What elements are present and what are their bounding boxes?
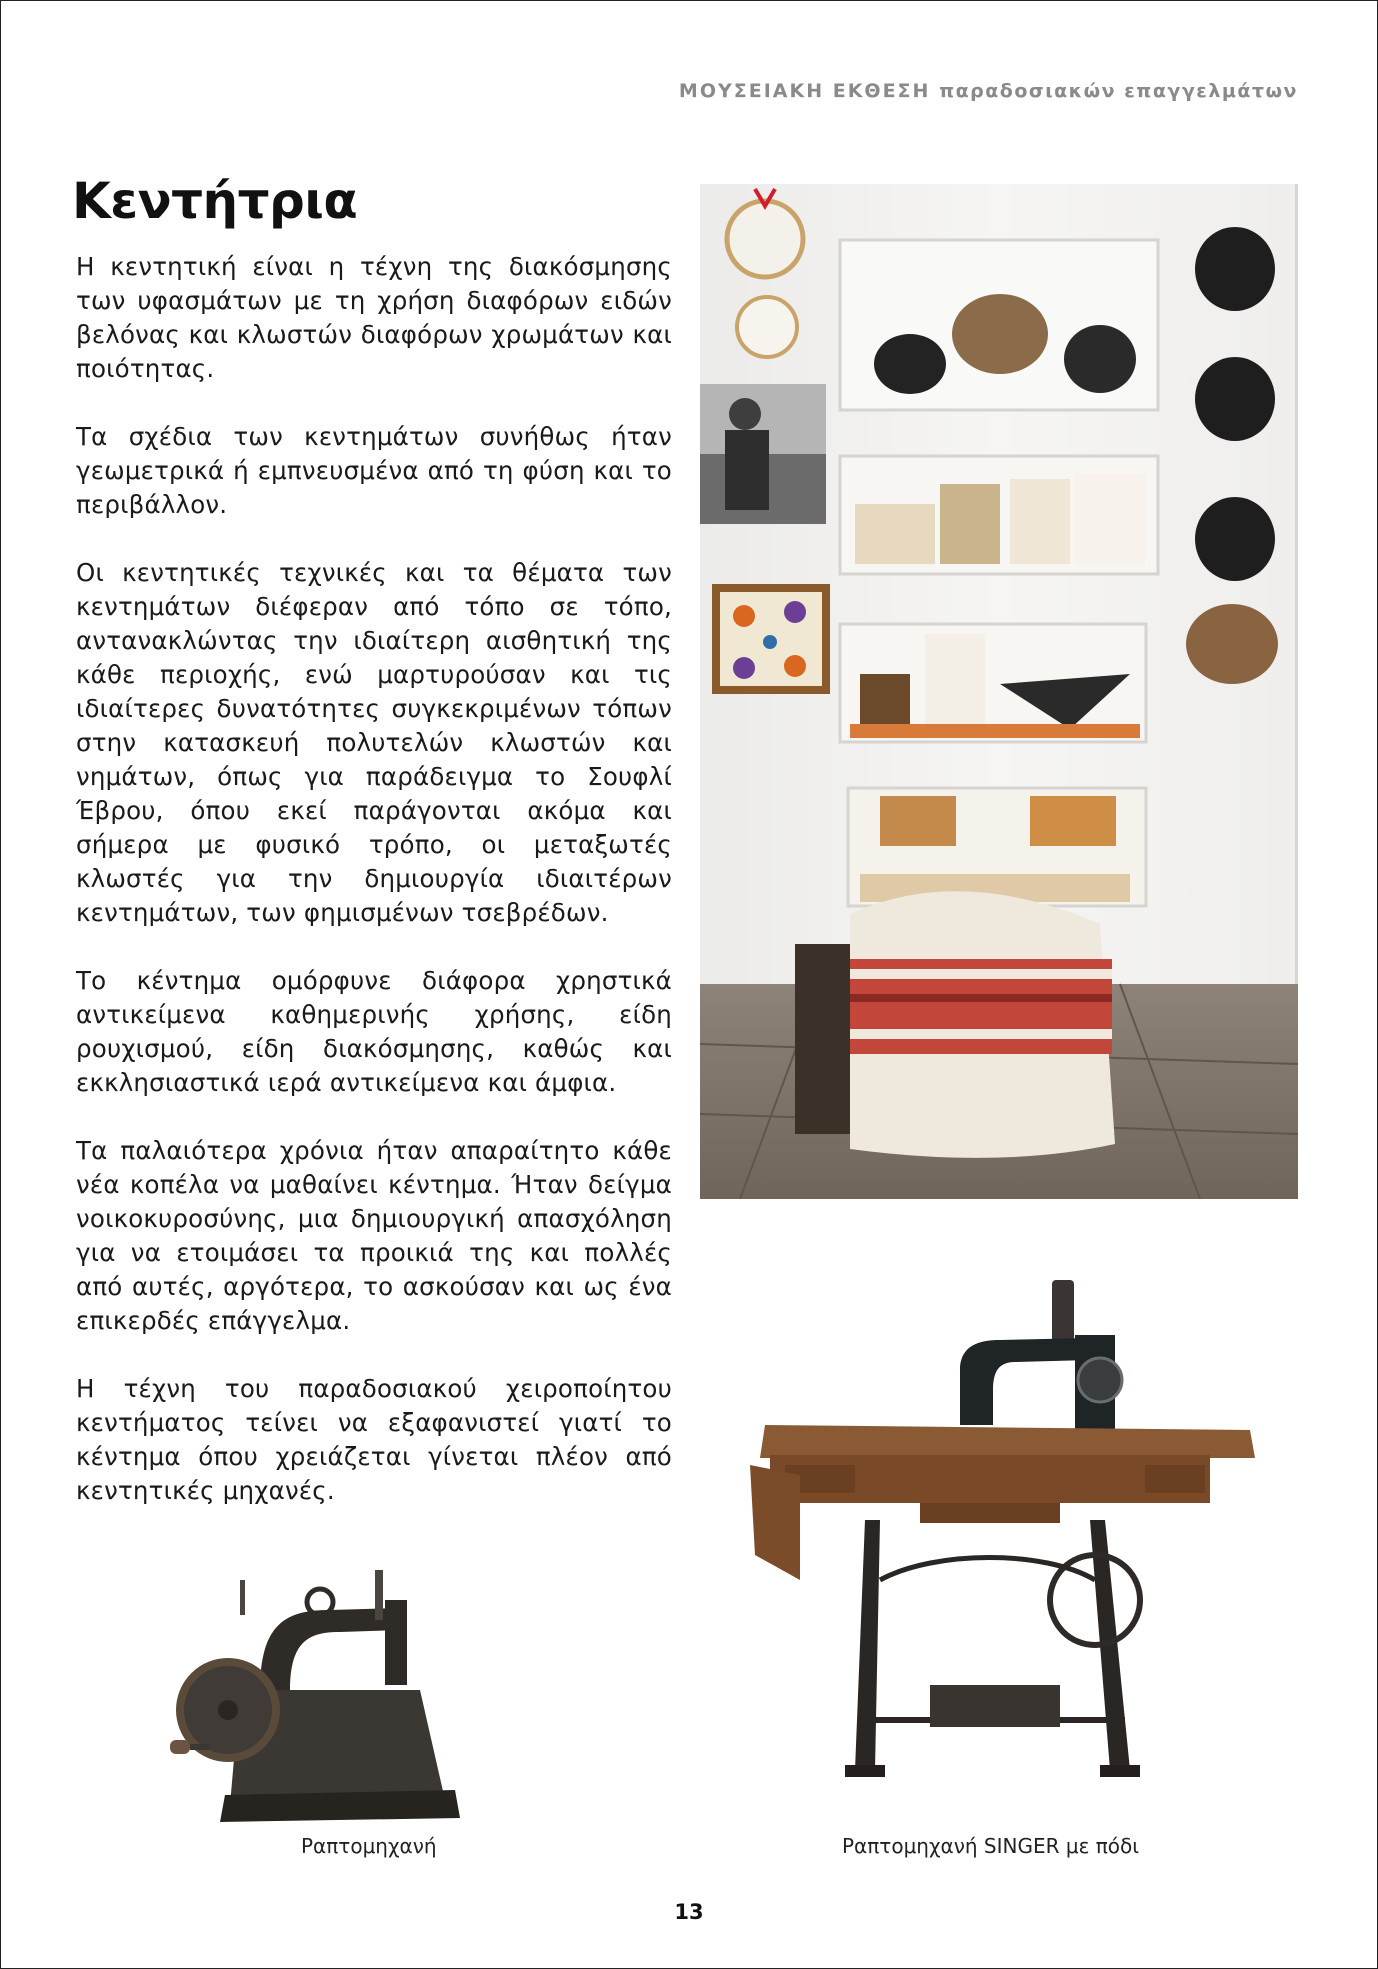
paragraph-4: Το κέντημα ομόρφυνε διάφορα χρηστικά αντικείμενα καθημερινής χρήσης, είδη ρουχισμού, είδη διακόσμησης, καθώς και εκκλησιαστικά ιερά αντικείμενα και άμφια. [76,966,672,1097]
running-header [679,80,1298,102]
header-upper: ΜΟΥΣΕΙΑΚΗ ΕΚΘΕΣΗ [678,80,931,102]
header-lower: παραδοσιακών επαγγελμάτων [939,80,1298,102]
singer-machine-image [745,1280,1265,1800]
page-title: Κεντήτρια [72,172,358,230]
page-number: 13 [674,1900,704,1924]
paragraph-2: Τα σχέδια των κεντημάτων συνήθως ήταν γεωμετρικά ή εμπνευσμένα από τη φύση και το περιβάλλον. [76,422,672,519]
exhibit-photo [700,184,1298,1199]
paragraph-3: Οι κεντητικές τεχνικές και τα θέματα των κεντημάτων διέφεραν από τόπο σε τόπο, αντανακλώντας την ιδιαίτερη αισθητική της κάθε περιοχής, ενώ μαρτυρούσαν και τις ιδιαίτερες δυνατότητες συγκεκριμένων τόπων στην κατασκευή πολυτελών κλωστών και νημάτων, όπως για παράδειγμα το Σουφλί Έβρου, όπου εκεί παράγονται ακόμα και σήμερα με φυσικό τρόπο, οι μεταξωτές κλωστές για την δημιουργία ιδιαιτέρων κεντημάτων, των φημισμένων τσεβρέδων. [76,558,672,927]
body-text [76,250,672,1542]
sewing-machine-image [170,1560,540,1830]
caption-sewing-machine: Ραπτομηχανή [301,1834,437,1858]
paragraph-1: Η κεντητική είναι η τέχνη της διακόσμησης των υφασμάτων με τη χρήση διαφόρων ειδών βελόνας και κλωστών διαφόρων χρωμάτων και ποιότητας. [76,252,672,383]
paragraph-6: Η τέχνη του παραδοσιακού χειροποίητου κεντήματος τείνει να εξαφανιστεί γιατί το κέντημα όπου χρειάζεται γίνεται πλέον από κεντητικές μηχανές. [76,1374,672,1505]
caption-singer-machine: Ραπτομηχανή SINGER με πόδι [842,1834,1140,1858]
paragraph-5: Τα παλαιότερα χρόνια ήταν απαραίτητο κάθε νέα κοπέλα να μαθαίνει κέντημα. Ήταν δείγμα νοικοκυροσύνης, μια δημιουργική απασχόληση για να ετοιμάσει τα προικιά της και πολλές από αυτές, αργότερα, το ασκούσαν και ως ένα επικερδές επάγγελμα. [76,1136,672,1335]
